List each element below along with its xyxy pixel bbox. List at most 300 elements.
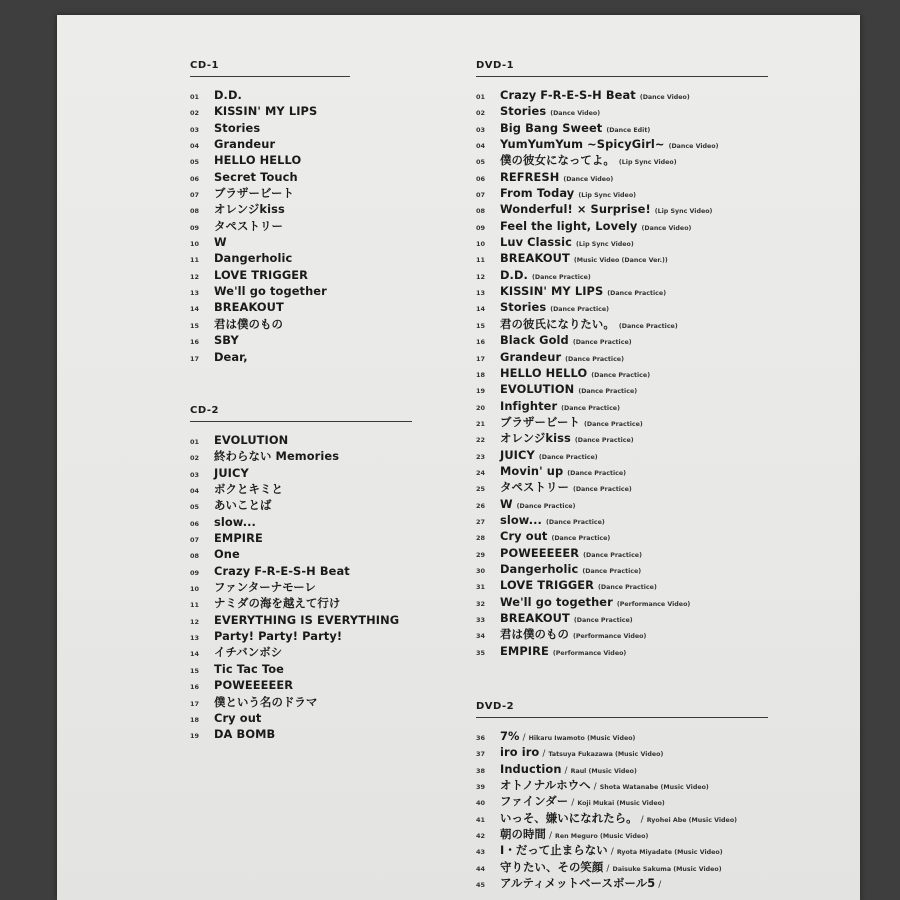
track-row [476,643,768,659]
track-row [190,169,350,185]
track-note: (Dance Practice) [551,535,611,543]
track-row [190,448,412,464]
track-number: 22 [476,436,486,445]
track-row [190,481,412,497]
track-title: アルティメットベースボール5 [500,876,656,891]
track-number: 19 [190,732,200,741]
track-row [476,234,768,250]
track-artist: Ryota Miyadate (Music Video) [616,849,723,857]
track-row [476,349,768,365]
track-title: LOVE TRIGGER [214,267,309,282]
track-note: (Dance Video) [639,94,690,101]
track-row [476,152,768,168]
track-number: 12 [190,272,200,281]
track-note: (Performance Video) [552,649,627,657]
dvd2-divider [476,717,768,718]
track-number: 10 [476,240,486,249]
track-note: (Dance Video) [550,110,601,118]
track-title: イチバンボシ [214,645,283,660]
track-note: (Dance Practice) [550,306,609,314]
track-number: 02 [190,109,200,118]
track-row [190,349,350,365]
track-row [190,316,350,332]
track-title: EVOLUTION [500,382,575,397]
track-number: 16 [190,338,200,347]
track-number: 04 [190,142,200,151]
slash-separator: / [571,798,575,809]
track-number: 40 [476,799,486,808]
track-row [476,430,768,446]
track-note: (Dance Practice) [516,502,576,510]
track-row [476,365,768,381]
track-row [190,136,350,152]
track-number: 11 [476,256,486,265]
track-row [190,612,412,628]
track-title: W [214,235,227,250]
dvd1-divider [476,76,768,77]
track-number: 24 [476,468,486,477]
track-title: EMPIRE [500,643,549,658]
track-number: 20 [476,403,486,412]
tracklist-page [57,15,860,900]
track-title: 君は僕のもの [500,627,569,642]
track-row [190,87,350,103]
track-note: (Lip Sync Video) [618,159,677,167]
track-number: 15 [190,321,200,330]
track-number: 14 [190,650,200,659]
track-row [190,644,412,660]
track-number: 01 [190,93,200,101]
track-title: POWEEEEER [214,678,294,693]
cd2-divider [190,421,412,422]
track-title: Grandeur [214,137,276,152]
track-number: 44 [476,864,486,873]
track-artist: Raul (Music Video) [570,767,637,775]
dvd2-track-list [476,728,768,891]
track-note: (Dance Practice) [618,322,678,330]
track-row [190,726,412,742]
track-number: 06 [476,174,486,183]
track-row [190,152,350,168]
track-number: 10 [190,240,200,249]
track-number: 25 [476,485,486,494]
track-title: オトノナルホウへ [500,778,591,793]
track-row [190,432,412,448]
track-row [476,479,768,495]
track-title: オレンジkiss [500,431,571,446]
track-number: 08 [190,552,200,561]
track-number: 26 [476,501,486,510]
track-row [476,545,768,561]
track-row [476,185,768,201]
track-row [476,761,768,777]
track-number: 03 [190,470,200,479]
track-row [476,103,768,119]
track-title: Party! Party! Party! [214,629,343,644]
track-title: Big Bang Sweet [500,120,603,135]
track-number: 09 [476,223,486,232]
track-title: BREAKOUT [500,251,570,266]
track-number: 18 [190,715,200,724]
track-title: ブラザービート [500,414,580,429]
dvd2-section [476,700,768,891]
track-title: 7% [500,729,520,743]
track-note: (Dance Practice) [565,355,624,363]
track-title: Dangerholic [214,251,293,266]
track-title: ブラザービート [214,186,294,201]
track-number: 35 [476,648,486,657]
track-number: 06 [190,174,200,183]
track-row [190,497,412,513]
track-artist: Ren Meguro (Music Video) [555,833,649,841]
track-row [190,595,412,611]
track-title: 朝の時間 [500,827,546,842]
track-title: Movin' up [500,463,564,478]
track-row [476,875,768,891]
track-title: SBY [214,333,239,348]
track-number: 14 [190,305,200,314]
track-title: ファインダー [500,794,569,809]
track-title: Wonderful! × Surprise! [500,202,651,217]
track-title: EVERYTHING IS EVERYTHING [214,612,400,627]
track-title: 僕の彼女になってよ。 [500,153,615,168]
track-title: We'll go together [214,284,327,299]
track-note: (Dance Video) [668,143,719,151]
track-note: (Dance Practice) [572,486,632,494]
track-number: 08 [190,207,200,216]
track-number: 38 [476,766,486,775]
track-row [190,628,412,644]
slash-separator: / [564,765,568,776]
track-title: We'll go together [500,594,613,609]
track-row [190,710,412,726]
track-artist: Daisuke Sakuma (Music Video) [612,865,722,873]
track-row [190,546,412,562]
track-note: (Performance Video) [572,633,647,641]
track-title: slow... [500,512,542,527]
track-number: 03 [476,125,486,134]
track-row [190,267,350,283]
track-number: 06 [190,519,200,528]
track-number: 34 [476,632,486,641]
track-row [190,332,350,348]
track-number: 32 [476,599,486,608]
slash-separator: / [658,880,662,891]
track-note: (Dance Practice) [572,339,632,347]
track-number: 33 [476,616,486,624]
track-title: タペストリー [500,480,569,495]
track-artist: Tatsuya Fukazawa (Music Video) [548,751,664,759]
track-note: (Dance Practice) [573,617,633,624]
track-number: 18 [476,370,486,379]
track-number: 09 [190,568,200,577]
cd1-heading: CD-1 [190,60,219,71]
track-artist: Ryohei Abe (Music Video) [646,816,738,824]
track-title: Dangerholic [500,561,579,576]
track-note: (Dance Practice) [538,453,598,461]
dvd1-section [476,59,768,659]
track-title: JUICY [214,465,249,480]
cd2-track-list [190,432,412,743]
track-number: 27 [476,517,486,526]
track-title: Induction [500,761,562,776]
track-number: 29 [476,550,486,559]
track-note: (Dance Practice) [583,551,642,559]
track-row [476,332,768,348]
track-row [476,793,768,809]
track-title: Crazy F-R-E-S-H Beat [214,563,350,578]
track-row [476,316,768,332]
track-title: いっそ、嫌いになれたら。 [500,810,638,825]
slash-separator: / [606,863,610,874]
track-note: (Lip Sync Video) [576,241,634,249]
slash-separator: / [522,733,526,743]
track-title: 終わらない Memories [214,449,340,464]
track-number: 41 [476,815,486,824]
track-note: (Dance Video) [641,224,692,232]
track-number: 13 [190,634,200,643]
track-title: YumYumYum ~SpicyGirl~ [500,137,665,152]
track-number: 19 [476,387,486,396]
track-row [476,610,768,626]
track-note: (Lip Sync Video) [654,208,713,216]
track-note: (Dance Practice) [567,469,627,477]
track-number: 07 [476,191,486,200]
track-number: 16 [190,683,200,692]
track-title: あいことば [214,498,272,513]
track-title: POWEEEEER [500,545,580,560]
track-row [190,661,412,677]
track-note: (Dance Practice) [583,420,643,428]
track-number: 36 [476,734,486,742]
track-row [476,381,768,397]
track-number: 02 [476,109,486,118]
track-number: 37 [476,750,486,759]
track-row [190,250,350,266]
track-note: (Performance Video) [616,600,691,608]
track-note: (Dance Edit) [606,126,651,134]
track-number: 04 [190,487,200,496]
track-number: 01 [476,93,486,101]
track-title: Crazy F-R-E-S-H Beat [500,88,636,102]
slash-separator: / [593,782,597,793]
track-title: 守りたい、その笑顔 [500,859,604,874]
track-row [190,185,350,201]
track-title: Infighter [500,398,558,413]
track-title: Black Gold [500,333,569,348]
track-note: (Dance Practice) [582,567,642,575]
track-row [190,465,412,481]
track-note: (Dance Video) [563,175,614,183]
track-number: 01 [190,438,200,446]
track-row [476,528,768,544]
track-number: 23 [476,452,486,461]
track-number: 07 [190,191,200,200]
dvd1-track-list [476,87,768,659]
track-row [476,414,768,430]
track-row [190,218,350,234]
track-row [190,283,350,299]
slash-separator: / [640,814,644,825]
track-number: 11 [190,256,200,265]
track-title: Secret Touch [214,169,298,184]
track-note: (Dance Practice) [546,518,605,526]
track-title: EMPIRE [214,531,263,546]
track-title: REFRESH [500,169,560,184]
track-title: Grandeur [500,349,562,364]
track-row [476,136,768,152]
track-number: 28 [476,534,486,543]
track-number: 02 [190,454,200,463]
track-row [476,626,768,642]
track-title: ファンターナモーレ [214,580,317,595]
track-row [190,514,412,530]
track-title: From Today [500,186,575,201]
cd2-section [190,404,412,743]
track-title: タペストリー [214,218,283,233]
track-row [476,728,768,744]
track-number: 17 [190,354,200,363]
track-number: 05 [190,503,200,512]
track-row [476,777,768,793]
track-title: BREAKOUT [214,300,284,315]
track-title: Dear, [214,349,248,364]
track-note: (Dance Practice) [531,273,591,281]
track-title: ナミダの海を越えて行け [214,596,341,611]
track-title: Cry out [214,710,262,725]
track-row [476,512,768,528]
track-row [476,463,768,479]
track-artist: Shota Watanabe (Music Video) [599,784,709,792]
track-number: 15 [476,321,486,330]
track-row [476,120,768,136]
track-title: D.D. [500,267,528,282]
track-row [476,859,768,875]
track-number: 03 [190,125,200,134]
track-row [190,103,350,119]
cd1-track-list [190,87,350,365]
track-number: 17 [476,354,486,363]
slash-separator: / [610,847,614,858]
track-number: 14 [476,305,486,314]
track-artist: Koji Mukai (Music Video) [577,800,665,808]
track-number: 07 [190,536,200,545]
track-title: JUICY [500,447,535,462]
track-number: 45 [476,881,486,890]
track-note: (Dance Practice) [598,584,657,592]
track-row [190,563,412,579]
track-artist: Hikaru Iwamoto (Music Video) [528,735,636,742]
track-row [476,87,768,103]
track-number: 05 [190,158,200,167]
track-note: (Dance Practice) [578,388,638,396]
track-note: (Dance Practice) [561,404,620,412]
track-row [190,677,412,693]
dvd2-heading: DVD-2 [476,701,515,712]
track-row [476,283,768,299]
track-row [476,218,768,234]
track-title: D.D. [214,88,242,102]
track-title: オレンジkiss [214,202,285,217]
track-number: 16 [476,338,486,347]
slash-separator: / [548,831,553,842]
track-row [190,530,412,546]
track-number: 09 [190,223,200,232]
cd1-section [190,59,350,365]
track-number: 42 [476,832,486,841]
track-row [190,201,350,217]
track-note: (Dance Practice) [591,371,651,379]
track-title: BREAKOUT [500,611,570,625]
track-title: 君の彼氏になりたい。 [500,316,615,331]
track-row [476,250,768,266]
track-row [476,594,768,610]
track-number: 12 [476,272,486,281]
track-row [190,234,350,250]
track-title: Cry out [500,529,548,544]
track-number: 10 [190,585,200,594]
track-row [476,842,768,858]
track-note: (Lip Sync Video) [578,192,637,200]
track-title: Feel the light, Lovely [500,218,638,233]
track-row [190,579,412,595]
track-title: I・だって止まらない [500,843,608,858]
track-title: iro iro [500,745,540,760]
slash-separator: / [542,749,546,760]
track-title: Tic Tac Toe [214,661,285,676]
track-note: (Music Video (Dance Ver.)) [573,257,668,265]
track-title: 僕という名のドラマ [214,694,318,709]
track-row [190,694,412,710]
track-row [190,120,350,136]
track-title: Luv Classic [500,235,573,250]
track-title: slow... [214,514,256,529]
track-title: KISSIN' MY LIPS [500,284,604,299]
track-number: 13 [190,289,200,298]
track-row [476,561,768,577]
track-title: HELLO HELLO [500,365,588,380]
track-title: DA BOMB [214,727,276,742]
track-note: (Dance Practice) [574,437,634,445]
cd1-divider [190,76,350,77]
track-row [476,810,768,826]
track-title: Stories [214,120,261,135]
track-number: 08 [476,207,486,216]
track-row [476,744,768,760]
track-title: W [500,496,513,511]
track-title: HELLO HELLO [214,153,302,168]
track-number: 31 [476,583,486,592]
track-number: 12 [190,617,200,626]
track-number: 43 [476,848,486,857]
track-number: 30 [476,566,486,575]
track-row [190,299,350,315]
track-row [476,201,768,217]
dvd1-heading: DVD-1 [476,60,515,71]
track-title: KISSIN' MY LIPS [214,104,318,119]
track-title: Stories [500,300,547,315]
track-number: 04 [476,142,486,151]
track-title: ボクとキミと [214,482,283,497]
track-title: 君は僕のもの [214,316,283,331]
track-number: 05 [476,158,486,167]
track-title: EVOLUTION [214,433,289,447]
track-number: 15 [190,666,200,675]
track-number: 13 [476,289,486,298]
track-row [476,577,768,593]
track-number: 11 [190,601,200,610]
track-title: LOVE TRIGGER [500,578,595,593]
